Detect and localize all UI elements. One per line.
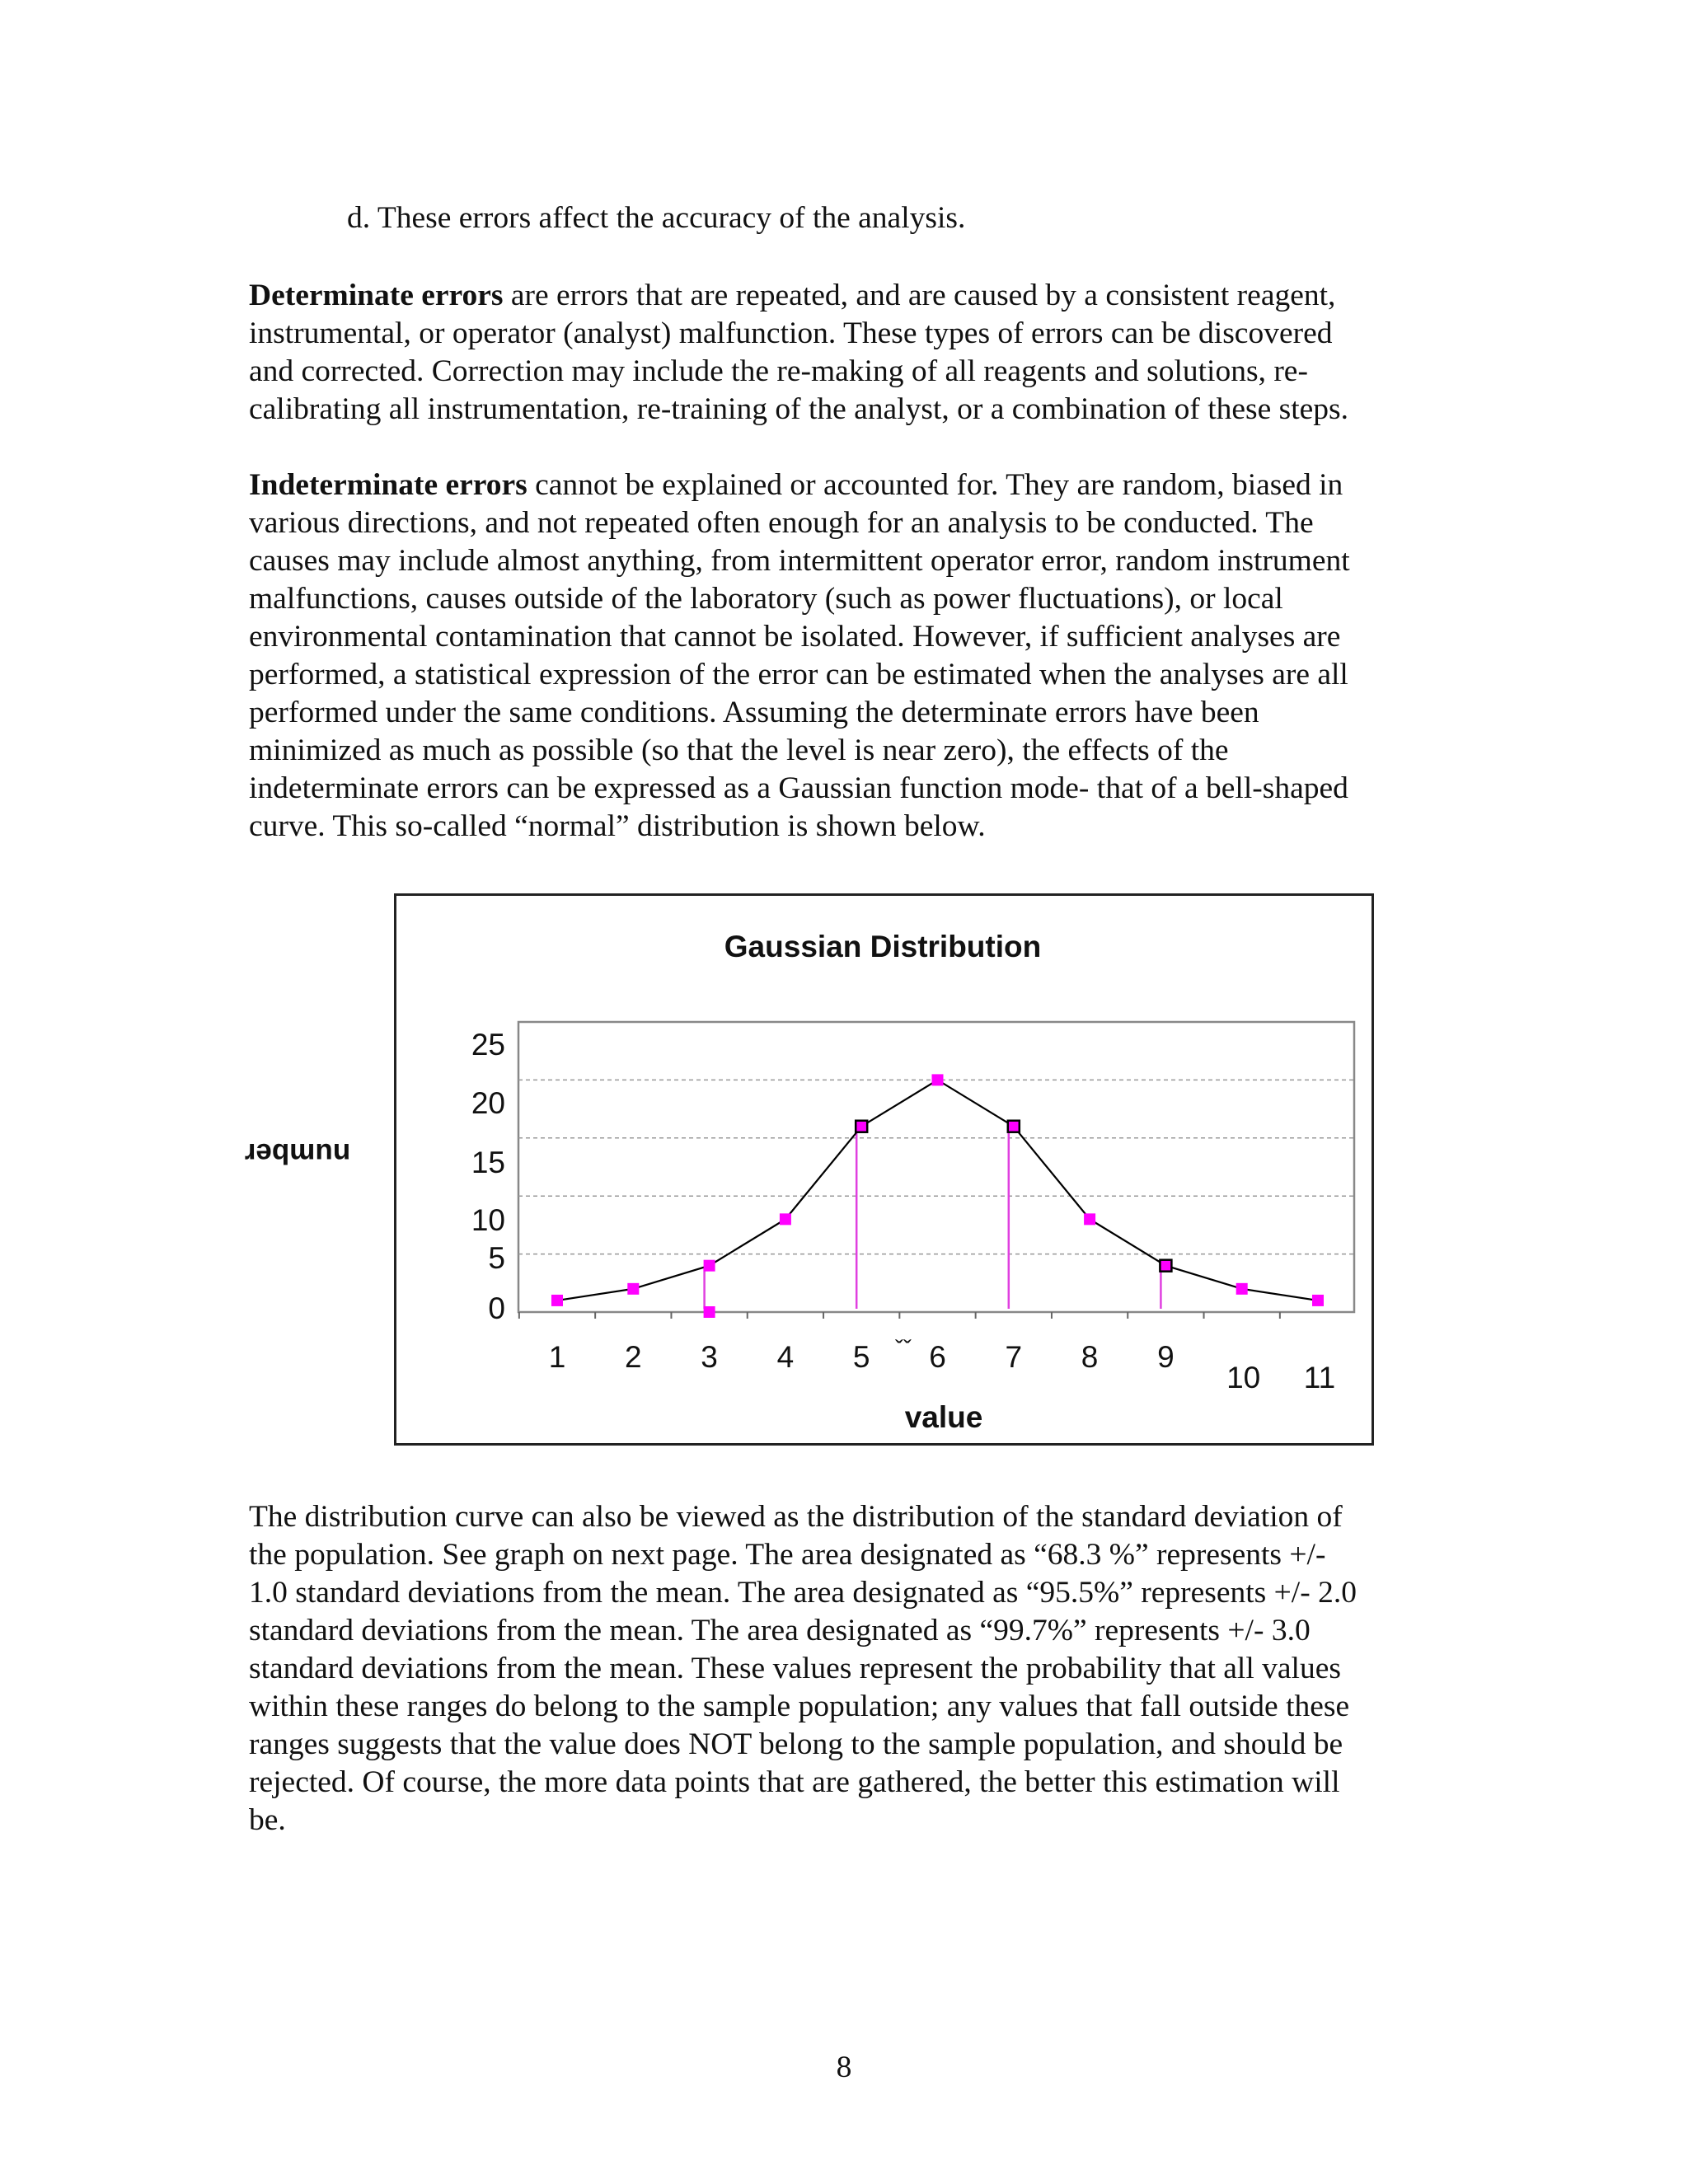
x-tick-label: 6 xyxy=(929,1340,946,1374)
x-tick-label: 3 xyxy=(701,1340,718,1374)
distribution-paragraph xyxy=(249,1498,1452,1840)
data-point xyxy=(1084,1213,1095,1225)
paragraph-line: various directions, and not repeated often enough for an analysis to be conducted. The xyxy=(249,506,1314,540)
paragraph-line: and corrected. Correction may include the re-making of all reagents and solutions, re- xyxy=(249,354,1308,388)
data-point xyxy=(780,1213,791,1225)
paragraph-line: performed under the same conditions. Assuming the determinate errors have been xyxy=(249,696,1259,729)
paragraph-line: standard deviations from the mean. These values represent the probability that all values xyxy=(249,1652,1341,1685)
paragraph-line: calibrating all instrumentation, re-training of the analyst, or a combination of these steps. xyxy=(249,392,1348,426)
data-point xyxy=(856,1121,867,1132)
paragraph-line: malfunctions, causes outside of the laboratory (such as power fluctuations), or local xyxy=(249,582,1283,616)
paragraph-line: 1.0 standard deviations from the mean. The area designated as “95.5%” represents +/- 2.0 xyxy=(249,1576,1357,1610)
determinate-errors-term: Determinate errors xyxy=(249,279,504,312)
data-point xyxy=(551,1295,563,1306)
paragraph-line: instrumental, or operator (analyst) malfunction. These types of errors can be discovered xyxy=(249,316,1333,350)
data-point xyxy=(1008,1121,1020,1132)
paragraph-line: the population. See graph on next page. The area designated as “68.3 %” represents +/- xyxy=(249,1538,1326,1572)
y-tick-label: 10 xyxy=(471,1203,505,1237)
series-line xyxy=(557,1080,1318,1301)
list-item-text: d. These errors affect the accuracy of the analysis. xyxy=(347,201,966,235)
y-tick-label: 0 xyxy=(488,1291,505,1325)
paragraph-line: environmental contamination that cannot be isolated. However, if sufficient analyses are xyxy=(249,620,1341,654)
gaussian-distribution-chart xyxy=(394,893,1374,1446)
stray-data-point xyxy=(704,1306,715,1318)
data-point xyxy=(704,1260,715,1272)
y-tick-label: 25 xyxy=(471,1028,505,1062)
line-text: are errors that are repeated, and are caused by a consistent reagent, xyxy=(503,279,1336,312)
y-axis-label xyxy=(244,1136,351,1170)
chart-svg xyxy=(396,896,1372,1443)
data-point xyxy=(1236,1283,1248,1295)
x-tick-label: 4 xyxy=(776,1340,795,1374)
y-tick-label: 5 xyxy=(488,1241,505,1275)
paragraph-line: standard deviations from the mean. The area designated as “99.7%” represents +/- 3.0 xyxy=(249,1614,1311,1647)
paragraph-line: performed, a statistical expression of the error can be estimated when the analyses are all xyxy=(249,658,1348,691)
chart-plot-layer xyxy=(471,1022,1354,1394)
line-text: cannot be explained or accounted for. They are random, biased in xyxy=(527,468,1343,502)
tick-annotation: ˇˇ xyxy=(894,1336,912,1363)
x-tick-label: 7 xyxy=(1005,1340,1023,1374)
x-tick-label: 5 xyxy=(852,1340,870,1374)
x-tick-label: 1 xyxy=(548,1340,566,1374)
data-point xyxy=(1160,1260,1171,1272)
paragraph-line xyxy=(249,277,1452,315)
page-number: 8 xyxy=(836,2050,852,2084)
paragraph-line: causes may include almost anything, from intermittent operator error, random instrument xyxy=(249,544,1350,578)
paragraph-line: The distribution curve can also be viewed as the distribution of the standard deviation of xyxy=(249,1500,1343,1534)
y-axis-label-text: number xyxy=(244,1137,351,1169)
determinate-errors-paragraph xyxy=(249,277,1452,429)
chart-title: Gaussian Distribution xyxy=(724,930,1042,963)
indeterminate-errors-term: Indeterminate errors xyxy=(249,468,528,502)
paragraph-line: ranges suggests that the value does NOT belong to the sample population, and should be xyxy=(249,1727,1343,1761)
paragraph-line: minimized as much as possible (so that the level is near zero), the effects of the xyxy=(249,733,1229,767)
data-point xyxy=(932,1074,944,1085)
x-tick-label: 10 xyxy=(1226,1361,1261,1394)
y-tick-label: 15 xyxy=(471,1146,505,1179)
x-axis-label: value xyxy=(904,1400,983,1434)
paragraph-line: indeterminate errors can be expressed as a Gaussian function mode- that of a bell-shaped xyxy=(249,771,1348,805)
paragraph-line: within these ranges do belong to the sample population; any values that fall outside these xyxy=(249,1690,1350,1723)
x-tick-label: 8 xyxy=(1081,1340,1099,1374)
x-tick-label: 11 xyxy=(1303,1361,1336,1394)
x-tick-label: 9 xyxy=(1157,1340,1175,1374)
data-point xyxy=(627,1283,639,1295)
y-tick-label: 20 xyxy=(471,1086,505,1120)
x-tick-label: 2 xyxy=(625,1340,642,1374)
paragraph-line: be. xyxy=(249,1803,286,1837)
paragraph-line xyxy=(249,466,1452,504)
plot-area-frame xyxy=(518,1022,1354,1312)
paragraph-line: rejected. Of course, the more data points that are gathered, the better this estimation will xyxy=(249,1765,1340,1799)
indeterminate-errors-paragraph xyxy=(249,466,1452,846)
list-item-d xyxy=(347,199,1550,237)
data-point xyxy=(1312,1295,1324,1306)
paragraph-line: curve. This so-called “normal” distribution is shown below. xyxy=(249,809,986,843)
